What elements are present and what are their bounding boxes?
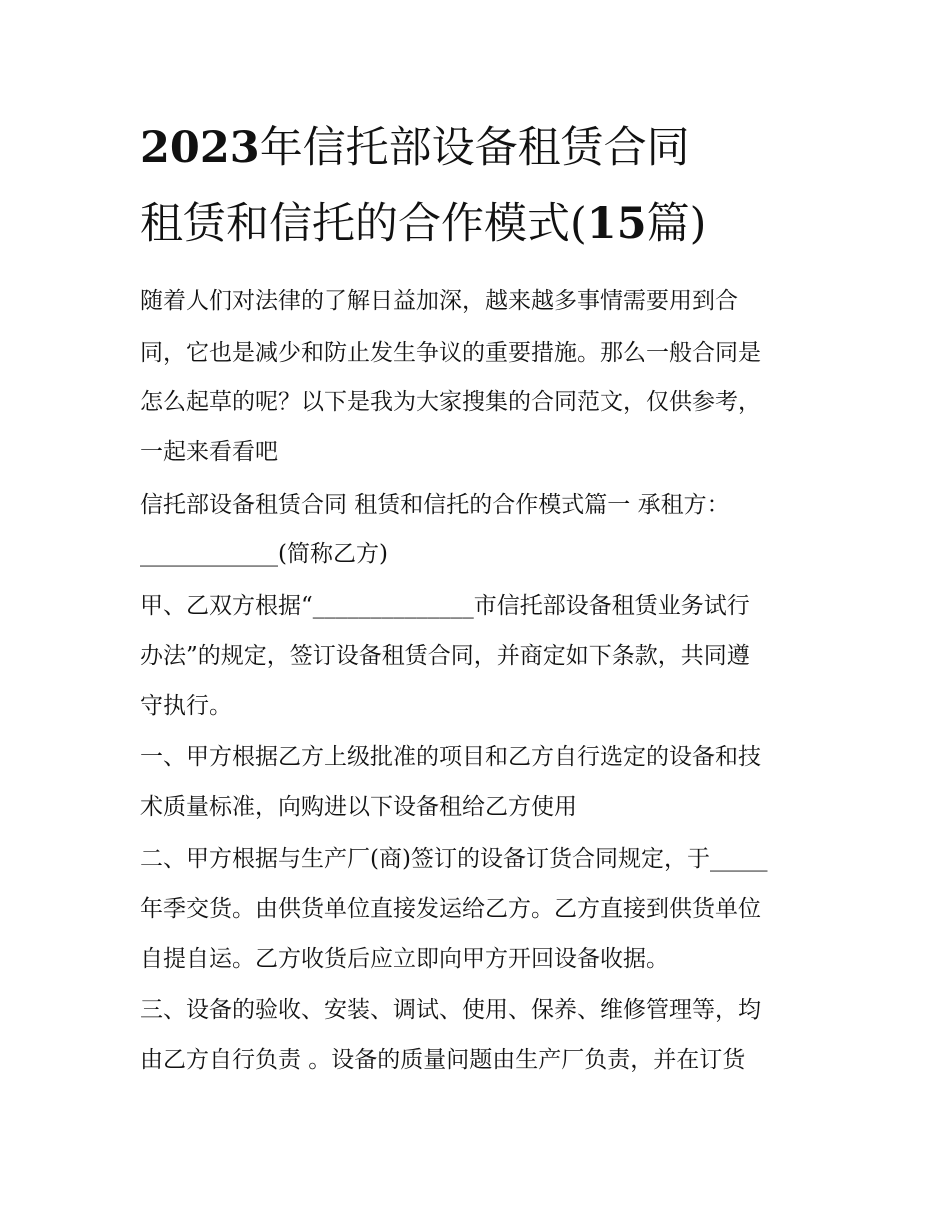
body-line: 怎么起草的呢？以下是我为大家搜集的合同范文，仅供参考， (140, 389, 761, 415)
body-line: 一起来看看吧 (140, 439, 278, 465)
body-line: 一、甲方根据乙方上级批准的项目和乙方自行选定的设备和技 (140, 744, 761, 770)
title-year: 2023 (140, 123, 260, 173)
title-line-1-text: 年信托部设备租赁合同 (259, 123, 690, 173)
body-line: ____________(简称乙方) (140, 541, 388, 567)
body-line: 办法”的规定，签订设备租赁合同，并商定如下条款，共同遵 (140, 643, 750, 669)
body-line: 信托部设备租赁合同 租赁和信托的合作模式篇一 承租方： (140, 492, 730, 518)
body-line: 由乙方自行负责 。设备的质量问题由生产厂负责，并在订货 (140, 1047, 746, 1073)
body-line: 同，它也是减少和防止发生争议的重要措施。那么一般合同是 (140, 340, 761, 366)
body-line: 甲、乙双方根据“______________市信托部设备租赁业务试行 (140, 593, 750, 619)
body-line: 三、设备的验收、安装、调试、使用、保养、维修管理等，均 (140, 997, 761, 1023)
body-line: 年季交货。由供货单位直接发运给乙方。乙方直接到供货单位 (140, 896, 761, 922)
title-line-1 (140, 122, 830, 174)
title-line-2-suffix: 篇) (646, 199, 707, 249)
body-line: 随着人们对法律的了解日益加深，越来越多事情需要用到合 (140, 288, 738, 314)
body-line: 守执行。 (140, 693, 232, 719)
title-count: 15 (586, 199, 647, 249)
body-line: 自提自运。乙方收货后应立即向甲方开回设备收据。 (140, 946, 669, 972)
title-line-2 (140, 198, 830, 250)
body-line: 术质量标准，向购进以下设备租给乙方使用 (140, 794, 577, 820)
body-line: 二、甲方根据与生产厂(商)签订的设备订货合同规定，于_____ (140, 846, 768, 872)
title-line-2-prefix: 租赁和信托的合作模式( (140, 199, 587, 249)
